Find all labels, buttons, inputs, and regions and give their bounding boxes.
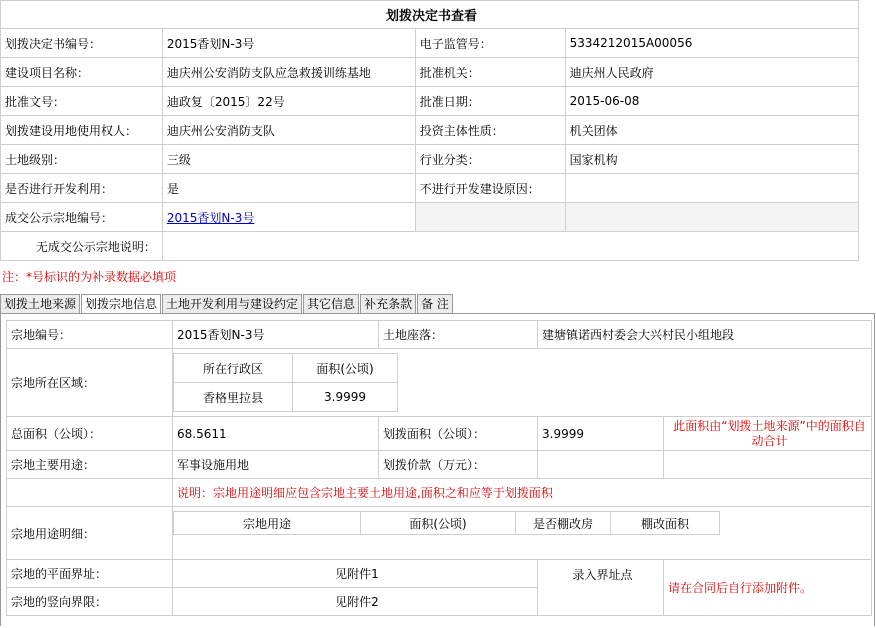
tab-land-source[interactable]: 划拨土地来源 bbox=[0, 294, 80, 313]
value-develop: 是 bbox=[162, 174, 415, 203]
label-supervision-no: 电子监管号： bbox=[415, 29, 565, 58]
empty-cell bbox=[7, 479, 173, 507]
value-alloc-price bbox=[538, 451, 664, 479]
label-region: 宗地所在区域： bbox=[7, 349, 173, 417]
label-approval-authority: 批准机关： bbox=[415, 58, 565, 87]
label-plane-boundary: 宗地的平面界址： bbox=[7, 560, 173, 588]
label-use-detail: 宗地用途明细： bbox=[7, 507, 173, 560]
boundary-point-button[interactable]: 录入界址点 bbox=[572, 568, 633, 582]
deal-parcel-link[interactable]: 2015香划N-3号 bbox=[166, 210, 255, 225]
tab-other-info[interactable]: 其它信息 bbox=[303, 294, 359, 313]
region-header-area: 所在行政区 bbox=[174, 354, 293, 383]
value-vertical-boundary: 见附件2 bbox=[173, 588, 538, 616]
label-approval-doc: 批准文号： bbox=[1, 87, 163, 116]
label-location: 土地座落： bbox=[379, 321, 538, 349]
tab-bar bbox=[0, 294, 454, 312]
value-no-develop-reason bbox=[565, 174, 858, 203]
tab-parcel-info[interactable]: 划拨宗地信息 bbox=[81, 294, 161, 314]
region-size: 3.9999 bbox=[293, 383, 398, 412]
value-location: 建塘镇诺西村委会大兴村民小组地段 bbox=[538, 321, 872, 349]
value-parcel-no: 2015香划N-3号 bbox=[173, 321, 379, 349]
attach-note: 请在合同后自行添加附件。 bbox=[664, 560, 872, 616]
value-total-area: 68.5611 bbox=[173, 417, 379, 451]
region-header-size: 面积(公顷) bbox=[293, 354, 398, 383]
label-no-develop-reason: 不进行开发建设原因： bbox=[415, 174, 565, 203]
label-investor-type: 投资主体性质： bbox=[415, 116, 565, 145]
value-approval-date: 2015-06-08 bbox=[565, 87, 858, 116]
value-land-user: 迪庆州公安消防支队 bbox=[162, 116, 415, 145]
label-project-name: 建设项目名称： bbox=[1, 58, 163, 87]
value-main-use: 军事设施用地 bbox=[173, 451, 379, 479]
label-parcel-no: 宗地编号： bbox=[7, 321, 173, 349]
value-plane-boundary: 见附件1 bbox=[173, 560, 538, 588]
label-deal-parcel-no: 成交公示宗地编号： bbox=[1, 203, 163, 232]
label-land-level: 土地级别： bbox=[1, 145, 163, 174]
value-decision-no: 2015香划N-3号 bbox=[162, 29, 415, 58]
empty-cell bbox=[415, 203, 565, 232]
label-alloc-price: 划拨价款（万元）： bbox=[379, 451, 538, 479]
label-no-deal-note: 无成交公示宗地说明： bbox=[1, 232, 163, 261]
decision-table bbox=[0, 0, 859, 261]
value-no-deal-note bbox=[162, 232, 858, 261]
label-land-user: 划拨建设用地使用权人： bbox=[1, 116, 163, 145]
label-total-area: 总面积（公顷）： bbox=[7, 417, 173, 451]
region-table bbox=[173, 353, 398, 412]
use-header-use: 宗地用途 bbox=[174, 512, 361, 535]
use-header-shack: 是否棚改房 bbox=[516, 512, 611, 535]
use-detail-table bbox=[173, 511, 720, 535]
alloc-area-note: 此面积由“划拨土地来源”中的面积自动合计 bbox=[664, 417, 872, 451]
use-header-area: 面积(公顷) bbox=[361, 512, 516, 535]
label-approval-date: 批准日期： bbox=[415, 87, 565, 116]
label-decision-no: 划拨决定书编号： bbox=[1, 29, 163, 58]
empty-cell bbox=[565, 203, 858, 232]
value-approval-doc: 迪政复〔2015〕22号 bbox=[162, 87, 415, 116]
tab-development[interactable]: 土地开发利用与建设约定 bbox=[162, 294, 302, 313]
value-approval-authority: 迪庆州人民政府 bbox=[565, 58, 858, 87]
label-vertical-boundary: 宗地的竖向界限： bbox=[7, 588, 173, 616]
tab-remarks[interactable]: 备 注 bbox=[417, 294, 453, 313]
use-header-shack-area: 棚改面积 bbox=[611, 512, 720, 535]
boundary-point-cell bbox=[538, 560, 664, 616]
use-explain: 说明：宗地用途明细应包含宗地主要土地用途,面积之和应等于划拨面积 bbox=[173, 479, 872, 507]
value-supervision-no: 5334212015A00056 bbox=[565, 29, 858, 58]
page-title: 划拨决定书查看 bbox=[1, 1, 859, 29]
label-main-use: 宗地主要用途： bbox=[7, 451, 173, 479]
label-industry: 行业分类： bbox=[415, 145, 565, 174]
label-develop: 是否进行开发利用： bbox=[1, 174, 163, 203]
empty-cell bbox=[664, 451, 872, 479]
region-area: 香格里拉县 bbox=[174, 383, 293, 412]
value-investor-type: 机关团体 bbox=[565, 116, 858, 145]
value-alloc-area: 3.9999 bbox=[538, 417, 664, 451]
value-project-name: 迪庆州公安消防支队应急救援训练基地 bbox=[162, 58, 415, 87]
parcel-table bbox=[6, 320, 872, 616]
value-industry: 国家机构 bbox=[565, 145, 858, 174]
required-note: 注：*号标识的为补录数据必填项 bbox=[2, 270, 177, 284]
label-alloc-area: 划拨面积（公顷）： bbox=[379, 417, 538, 451]
value-land-level: 三级 bbox=[162, 145, 415, 174]
tab-supplement[interactable]: 补充条款 bbox=[360, 294, 416, 313]
parcel-info-panel bbox=[0, 313, 875, 626]
